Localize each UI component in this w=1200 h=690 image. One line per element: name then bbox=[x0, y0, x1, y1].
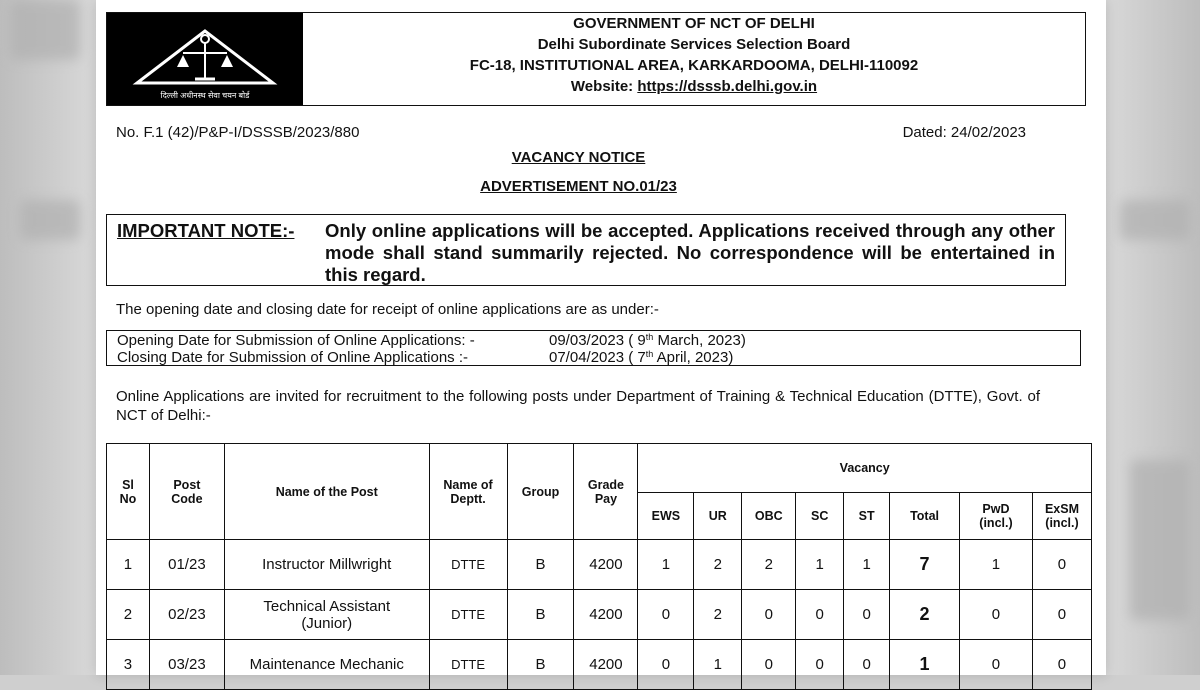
opening-date-value: 09/03/2023 ( 9th March, 2023) bbox=[549, 332, 746, 349]
cell-code: 01/23 bbox=[149, 540, 224, 590]
cell-ur: 2 bbox=[694, 590, 742, 640]
cell-exsm: 0 bbox=[1032, 590, 1091, 640]
dates-intro: The opening date and closing date for receipt of online applications are as under:- bbox=[116, 301, 659, 318]
advertisement-number: ADVERTISEMENT NO.01/23 bbox=[480, 178, 677, 195]
header-st: ST bbox=[844, 493, 890, 540]
cell-total: 2 bbox=[890, 590, 960, 640]
logo-caption: दिल्ली अधीनस्थ सेवा चयन बोर्ड bbox=[160, 91, 250, 100]
reference-line bbox=[116, 124, 1026, 141]
background-blur-shape bbox=[1120, 200, 1190, 240]
cell-dept: DTTE bbox=[429, 540, 507, 590]
letterhead-text bbox=[303, 13, 1085, 105]
notice-page bbox=[96, 0, 1106, 675]
cell-post-name: Maintenance Mechanic bbox=[224, 640, 429, 690]
cell-sc: 0 bbox=[796, 640, 844, 690]
cell-group: B bbox=[507, 640, 574, 690]
cell-group: B bbox=[507, 590, 574, 640]
header-exsm: ExSM (incl.) bbox=[1032, 493, 1091, 540]
cell-ews: 1 bbox=[638, 540, 694, 590]
header-obc: OBC bbox=[742, 493, 796, 540]
cell-pwd: 1 bbox=[960, 540, 1033, 590]
cell-obc: 0 bbox=[742, 640, 796, 690]
background-blur-shape bbox=[20, 200, 80, 240]
board-address: FC-18, INSTITUTIONAL AREA, KARKARDOOMA, DELHI-110092 bbox=[469, 57, 919, 74]
cell-sl: 2 bbox=[107, 590, 150, 640]
cell-total: 7 bbox=[890, 540, 960, 590]
important-note-label: IMPORTANT NOTE:- bbox=[117, 220, 295, 241]
header-post-name: Name of the Post bbox=[224, 444, 429, 540]
board-name: Delhi Subordinate Services Selection Board bbox=[537, 36, 851, 53]
cell-exsm: 0 bbox=[1032, 640, 1091, 690]
cell-post-name: Technical Assistant (Junior) bbox=[224, 590, 429, 640]
header-pwd: PwD (incl.) bbox=[960, 493, 1033, 540]
notice-date: Dated: 24/02/2023 bbox=[902, 124, 1026, 141]
cell-pay: 4200 bbox=[574, 540, 638, 590]
cell-total: 1 bbox=[890, 640, 960, 690]
cell-st: 0 bbox=[844, 640, 890, 690]
important-note-box bbox=[106, 214, 1066, 286]
letterhead bbox=[106, 12, 1086, 106]
header-department: Name of Deptt. bbox=[429, 444, 507, 540]
header-post-code: Post Code bbox=[149, 444, 224, 540]
cell-pwd: 0 bbox=[960, 640, 1033, 690]
cell-code: 02/23 bbox=[149, 590, 224, 640]
cell-exsm: 0 bbox=[1032, 540, 1091, 590]
closing-date-row bbox=[117, 349, 1080, 366]
government-name: GOVERNMENT OF NCT OF DELHI bbox=[573, 15, 815, 32]
header-ur: UR bbox=[694, 493, 742, 540]
table-row bbox=[107, 640, 1092, 690]
cell-ews: 0 bbox=[638, 590, 694, 640]
cell-code: 03/23 bbox=[149, 640, 224, 690]
cell-st: 1 bbox=[844, 540, 890, 590]
header-sc: SC bbox=[796, 493, 844, 540]
cell-dept: DTTE bbox=[429, 590, 507, 640]
background-blur-shape bbox=[1130, 460, 1190, 620]
application-dates-box bbox=[106, 330, 1081, 366]
website-link[interactable]: https://dsssb.delhi.gov.in bbox=[637, 78, 818, 95]
cell-sl: 1 bbox=[107, 540, 150, 590]
header-ews: EWS bbox=[638, 493, 694, 540]
opening-date-row bbox=[117, 332, 1080, 349]
cell-dept: DTTE bbox=[429, 640, 507, 690]
cell-obc: 0 bbox=[742, 590, 796, 640]
opening-date-label: Opening Date for Submission of Online Applications: - bbox=[117, 332, 475, 349]
cell-post-name: Instructor Millwright bbox=[224, 540, 429, 590]
header-vacancy: Vacancy bbox=[638, 444, 1092, 493]
cell-ur: 2 bbox=[694, 540, 742, 590]
header-total: Total bbox=[890, 493, 960, 540]
cell-ur: 1 bbox=[694, 640, 742, 690]
cell-sl: 3 bbox=[107, 640, 150, 690]
table-header-row bbox=[107, 444, 1092, 493]
reference-number: No. F.1 (42)/P&P-I/DSSSB/2023/880 bbox=[116, 124, 360, 141]
cell-group: B bbox=[507, 540, 574, 590]
cell-ews: 0 bbox=[638, 640, 694, 690]
header-group: Group bbox=[507, 444, 574, 540]
cell-pay: 4200 bbox=[574, 640, 638, 690]
header-grade-pay: Grade Pay bbox=[574, 444, 638, 540]
cell-pay: 4200 bbox=[574, 590, 638, 640]
important-note-text: Only online applications will be accepted. Applications received through any other mode shall stand summarily rejected. No correspondence will be entertained in this regard. bbox=[325, 220, 1055, 285]
closing-date-label: Closing Date for Submission of Online Applications :- bbox=[117, 349, 469, 366]
posts-intro: Online Applications are invited for recruitment to the following posts under Department of Training & Technical Education (DTTE), Govt. of NCT of Delhi:- bbox=[116, 388, 1040, 424]
closing-date-value: 07/04/2023 ( 7th April, 2023) bbox=[549, 349, 734, 366]
cell-obc: 2 bbox=[742, 540, 796, 590]
cell-sc: 0 bbox=[796, 590, 844, 640]
dsssb-logo bbox=[107, 13, 303, 105]
table-row bbox=[107, 540, 1092, 590]
header-sl-no: Sl No bbox=[107, 444, 150, 540]
website-line bbox=[303, 76, 1085, 97]
vacancy-table bbox=[106, 443, 1092, 690]
background-blur-shape bbox=[10, 0, 80, 60]
cell-sc: 1 bbox=[796, 540, 844, 590]
notice-title: VACANCY NOTICE bbox=[511, 149, 646, 166]
cell-pwd: 0 bbox=[960, 590, 1033, 640]
table-row bbox=[107, 590, 1092, 640]
cell-st: 0 bbox=[844, 590, 890, 640]
website-label: Website: bbox=[570, 78, 634, 95]
